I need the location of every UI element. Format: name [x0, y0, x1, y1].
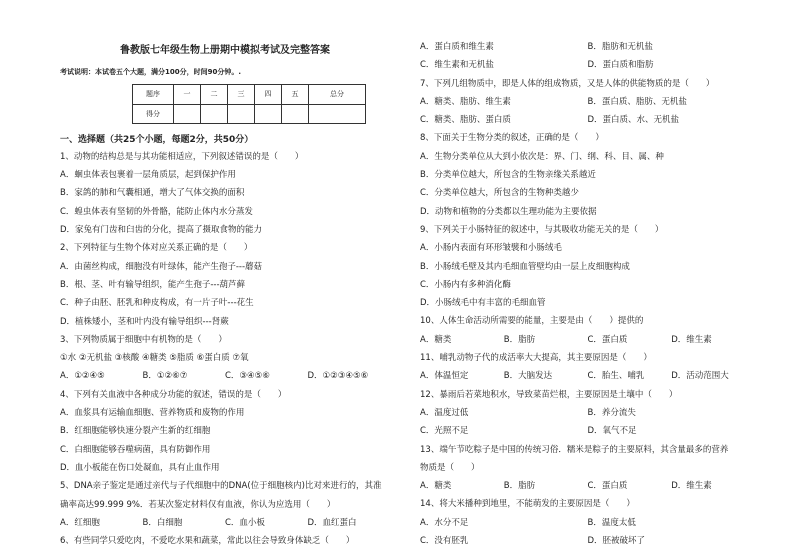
option: D．蛋白质和脂肪: [587, 60, 654, 71]
option: A．糖类: [420, 481, 452, 492]
option-row: [420, 56, 755, 74]
option: D．血红蛋白: [307, 517, 357, 528]
option-line: A．由菌丝构成，细胞没有叶绿体，能产生孢子---蘑菇: [60, 261, 263, 272]
option-line: D．植株矮小，茎和叶内没有输导组织---肾蕨: [60, 316, 229, 327]
question-line: 14、将大米播种到地里，不能萌发的主要原因是（ ）: [420, 499, 635, 510]
question-line: 1、动物的结构总是与其功能相适应，下列叙述错误的是（ ）: [60, 151, 304, 162]
score-table-header-row: [133, 85, 366, 104]
option: B．脂肪: [503, 334, 536, 345]
question-line: 物质是（ ）: [420, 462, 480, 473]
option: B．脂肪和无机盐: [587, 42, 653, 52]
option: D．活动范围大: [671, 371, 729, 382]
score-input-cell[interactable]: [174, 104, 201, 123]
option-line: B．红细胞能够快速分裂产生新的红细胞: [60, 426, 211, 437]
question-line: 确率高达99.999 9%．若某次鉴定材料仅有血液，你认为应选用（ ）: [60, 499, 336, 510]
option-row: [420, 111, 755, 129]
option: A．体温恒定: [420, 371, 469, 382]
score-cell: 四: [255, 85, 282, 104]
option: B．①②⑥⑦: [142, 371, 188, 382]
option: A．糖类、脂肪、维生素: [420, 96, 511, 107]
option: C．光照不足: [420, 426, 469, 437]
option-row: [420, 514, 755, 532]
option-line: D．家兔有门齿和臼齿的分化，提高了摄取食物的能力: [60, 225, 263, 236]
option: D．胚被破坏了: [587, 536, 646, 547]
score-input-cell[interactable]: [228, 104, 255, 123]
option-row: [420, 422, 755, 440]
option: A．红细胞: [60, 517, 100, 528]
option-line: B．分类单位越大，所包含的生物亲缘关系越近: [420, 170, 596, 181]
question-line: 13、端午节吃粽子是中国的传统习俗．糯米是粽子的主要原料，其含量最多的营养: [420, 444, 729, 455]
option: A．糖类: [420, 334, 452, 345]
page-title: 鲁教版七年级生物上册期中模拟考试及完整答案: [120, 45, 330, 56]
score-cell: 五: [282, 85, 309, 104]
score-table: [132, 84, 366, 124]
exam-note-text: 本试卷五个大题，满分100分，时间90分钟。.: [95, 68, 242, 77]
option-line: D．小肠绒毛中有丰富的毛细血管: [420, 298, 546, 309]
option: C．胎生、哺乳: [587, 371, 645, 382]
option: D．维生素: [671, 481, 712, 492]
score-cell: 二: [201, 85, 228, 104]
option-row: [420, 367, 755, 385]
question-line: 2、下列特征与生物个体对应关系正确的是（ ）: [60, 243, 253, 254]
option: A．①②④⑤: [60, 371, 105, 382]
question-line: 3、下列物质属于细胞中有机物的是（ ）: [60, 334, 227, 345]
option: D．①②③④⑤⑥: [307, 371, 369, 382]
option: B．蛋白质、脂肪、无机盐: [587, 96, 687, 107]
option-line: D．动物和植物的分类都以生理功能为主要依据: [420, 206, 597, 217]
score-cell: 三: [228, 85, 255, 104]
option-line: B．小肠绒毛壁及其内毛细血管壁均由一层上皮细胞构成: [420, 261, 630, 272]
question-line: 10、人体生命活动所需要的能量，主要是由（ ）提供的: [420, 316, 644, 327]
option-line: A．血浆具有运输血细胞、营养物质和废物的作用: [60, 408, 245, 419]
option-row: [420, 331, 755, 349]
section-heading: 一、选择题（共25个小题，每题2分，共50分）: [60, 134, 254, 145]
option: C．蛋白质: [587, 334, 628, 345]
score-cell: 题序: [133, 85, 174, 104]
option-line: C．种子由胚、胚乳和种皮构成，有一片子叶---花生: [60, 298, 254, 309]
question-line: 7、下列几组物质中，即是人体的组成物质，又是人体的供能物质的是（ ）: [420, 78, 715, 89]
option: B．大脑发达: [503, 371, 553, 382]
option-row: [420, 38, 755, 56]
score-cell: 总分: [309, 85, 366, 104]
question-line: 8、下面关于生物分类的叙述，正确的是（ ）: [420, 133, 604, 144]
option: C．糖类、脂肪、蛋白质: [420, 115, 511, 126]
score-input-cell[interactable]: [255, 104, 282, 123]
option-row: [420, 532, 755, 550]
score-cell: 得分: [133, 104, 174, 123]
score-table-score-row: [133, 104, 366, 123]
score-cell: 一: [174, 85, 201, 104]
question-line: 4、下列有关血液中各种成分功能的叙述，错误的是（ ）: [60, 389, 287, 400]
option-line: B．根、茎、叶有输导组织，能产生孢子---葫芦藓: [60, 279, 246, 290]
option-row: [60, 514, 390, 532]
score-input-cell[interactable]: [201, 104, 228, 123]
option: B．脂肪: [503, 481, 536, 492]
option-line: A．蛔虫体表包裹着一层角质层，起到保护作用: [60, 170, 236, 181]
question-line: 9、下列关于小肠特征的叙述中，与其吸收功能无关的是（ ）: [420, 224, 664, 235]
option-line: ①水 ②无机盐 ③核酸 ④糖类 ⑤脂质 ⑥蛋白质 ⑦氧: [60, 353, 249, 364]
question-line: 11、哺乳动物子代的成活率大大提高，其主要原因是（ ）: [420, 353, 652, 364]
option-line: A．生物分类单位从大到小依次是：界、门、纲、科、目、属、种: [420, 151, 664, 162]
option: C．血小板: [225, 517, 265, 528]
option: C．维生素和无机盐: [420, 60, 494, 71]
score-input-cell[interactable]: [282, 104, 309, 123]
option: A．水分不足: [420, 517, 469, 528]
option: A．温度过低: [420, 407, 469, 418]
option: B．温度太低: [587, 517, 636, 528]
question-line: 12、暴雨后若菜地积水，导致菜苗烂根，主要原因是土壤中（ ）: [420, 389, 678, 400]
option-row: [420, 93, 755, 111]
option: C．蛋白质: [587, 481, 628, 492]
option-line: C．小肠内有多种消化酶: [420, 279, 511, 290]
option: C．③④⑤⑥: [225, 371, 270, 382]
right-column: [420, 38, 755, 550]
option: A．蛋白质和维生素: [420, 42, 494, 52]
question-line: 6、有些同学只爱吃肉，不爱吃水果和蔬菜，常此以往会导致身体缺乏（ ）: [60, 536, 355, 547]
score-input-cell[interactable]: [309, 104, 366, 123]
question-line: 5、DNA亲子鉴定是通过亲代与子代细胞中的DNA(位于细胞核内)比对来进行的，其准: [60, 481, 382, 492]
option: B．白细胞: [142, 517, 183, 528]
option-row: [60, 367, 390, 385]
option-row: [420, 477, 755, 495]
option-row: [420, 404, 755, 422]
exam-note: [60, 66, 390, 78]
option: B．养分流失: [587, 407, 636, 418]
option: D．蛋白质、水、无机盐: [587, 115, 680, 126]
exam-note-label: 考试说明：: [60, 68, 95, 77]
option-line: C．蝗虫体表有坚韧的外骨骼，能防止体内水分蒸发: [60, 206, 253, 217]
option: D．氧气不足: [587, 426, 637, 437]
left-column: [60, 0, 390, 550]
option-line: C．白细胞能够吞噬病菌，具有防御作用: [60, 444, 211, 455]
option-line: D．血小板能在伤口处凝血，具有止血作用: [60, 462, 220, 473]
option-line: B．家鸽的肺和气囊相通，增大了气体交换的面积: [60, 188, 245, 199]
option: C．没有胚乳: [420, 536, 469, 547]
option-line: C．分类单位越大，所包含的生物种类越少: [420, 188, 579, 199]
option-line: A．小肠内表面有环形皱襞和小肠绒毛: [420, 243, 562, 254]
option: D．维生素: [671, 334, 712, 345]
